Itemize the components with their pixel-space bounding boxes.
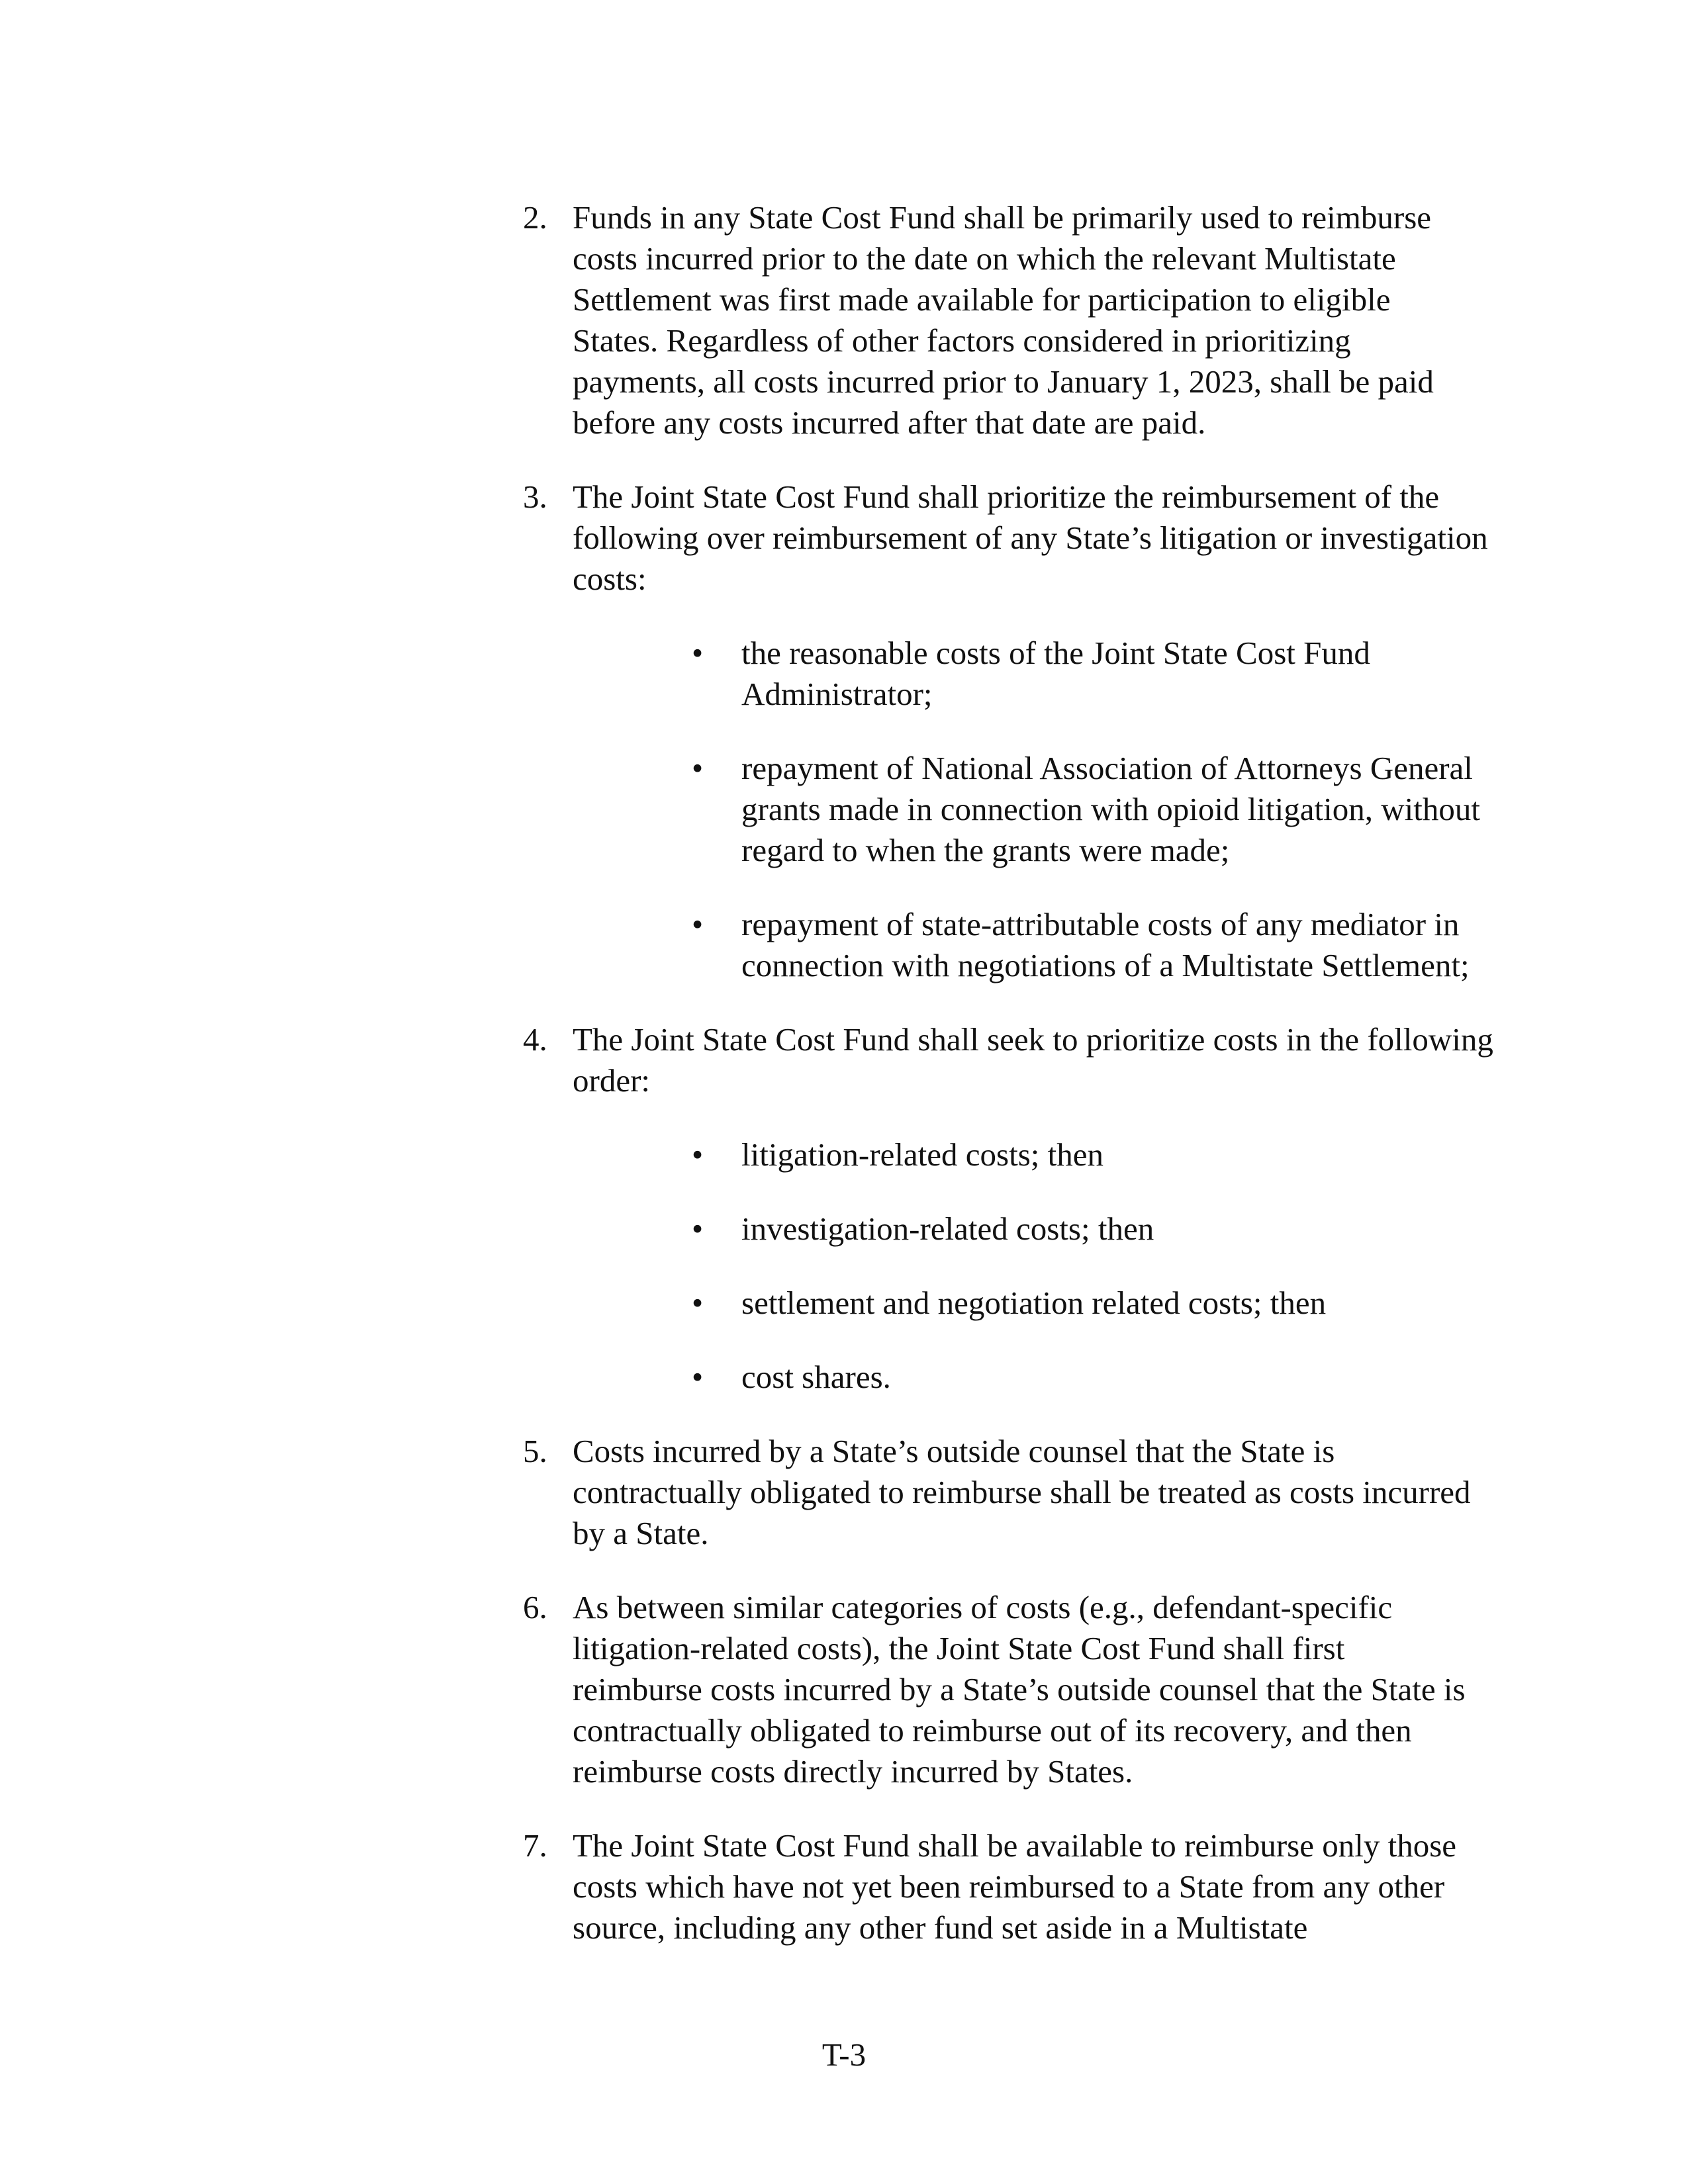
bullet-glyph: •: [692, 1359, 704, 1395]
bullet-glyph: •: [692, 1136, 704, 1173]
bullet-text: litigation-related costs; then: [741, 1136, 1104, 1173]
bullet-text: repayment of state-attributable costs of any mediator in connection with negotiations of a Multistate Settlement;: [741, 906, 1470, 983]
bullet-list: [692, 1134, 1519, 1398]
page-number: T-3: [821, 2036, 867, 2073]
item-body: [573, 477, 1519, 986]
list-item-7: [523, 1825, 1476, 1948]
bullet-item: [692, 633, 1519, 715]
bullet-glyph: •: [692, 1210, 704, 1247]
item-text: The Joint State Cost Fund shall prioritize the reimbursement of the following over reimbursement of any State’s litigation or investigation costs:: [573, 478, 1488, 597]
bullet-item: [692, 1208, 1519, 1250]
bullet-item: [692, 1134, 1519, 1175]
bullet-list: [692, 633, 1519, 986]
bullet-glyph: •: [692, 906, 704, 942]
item-number: 7.: [523, 1827, 547, 1864]
list-item-3: [523, 477, 1488, 986]
item-number: 6.: [523, 1589, 547, 1625]
bullet-text: the reasonable costs of the Joint State Cost Fund Administrator;: [741, 635, 1370, 712]
item-text: As between similar categories of costs (e.g., defendant-specific litigation-related costs), the Joint State Cost Fund shall first reimburse costs incurred by a State’s outside counsel that the State is contractually obligated to reimburse out of its recovery, and then reimburse costs directly incurred by States.: [573, 1589, 1466, 1790]
bullet-text: settlement and negotiation related costs; then: [741, 1285, 1327, 1321]
bullet-item: [692, 748, 1519, 871]
item-body: [573, 1431, 1476, 1554]
item-body: [573, 197, 1476, 443]
bullet-text: investigation-related costs; then: [741, 1210, 1154, 1247]
bullet-glyph: •: [692, 1285, 704, 1321]
list-item-6: [523, 1587, 1476, 1792]
item-number: 3.: [523, 478, 547, 515]
item-body: [573, 1019, 1519, 1398]
bullet-item: [692, 904, 1519, 986]
item-text: Costs incurred by a State’s outside counsel that the State is contractually obligated to reimburse shall be treated as costs incurred by a State.: [573, 1433, 1471, 1551]
bullet-item: [692, 1283, 1519, 1324]
list-item-4: [523, 1019, 1493, 1398]
item-body: [573, 1825, 1476, 1948]
item-text: Funds in any State Cost Fund shall be primarily used to reimburse costs incurred prior to the date on which the relevant Multistate Settlement was first made available for participation to eligible States. Regardless of other factors considered in prioritizing payments, all costs incurred prior to January 1, 2023, shall be paid before any costs incurred after that date are paid.: [573, 199, 1434, 441]
item-text: The Joint State Cost Fund shall seek to prioritize costs in the following order:: [573, 1021, 1493, 1099]
bullet-item: [692, 1357, 1519, 1398]
document-body: [523, 197, 1493, 1981]
item-text: The Joint State Cost Fund shall be available to reimburse only those costs which have not yet been reimbursed to a State from any other source, including any other fund set aside in a Multistate: [573, 1827, 1457, 1946]
item-number: 2.: [523, 199, 547, 236]
list-item-2: [523, 197, 1476, 443]
list-item-5: [523, 1431, 1476, 1554]
bullet-text: repayment of National Association of Attorneys General grants made in connection with opioid litigation, without regard to when the grants were made;: [741, 750, 1480, 868]
bullet-text: cost shares.: [741, 1359, 891, 1395]
bullet-glyph: •: [692, 750, 704, 786]
item-number: 4.: [523, 1021, 547, 1058]
item-number: 5.: [523, 1433, 547, 1469]
item-body: [573, 1587, 1476, 1792]
bullet-glyph: •: [692, 635, 704, 671]
